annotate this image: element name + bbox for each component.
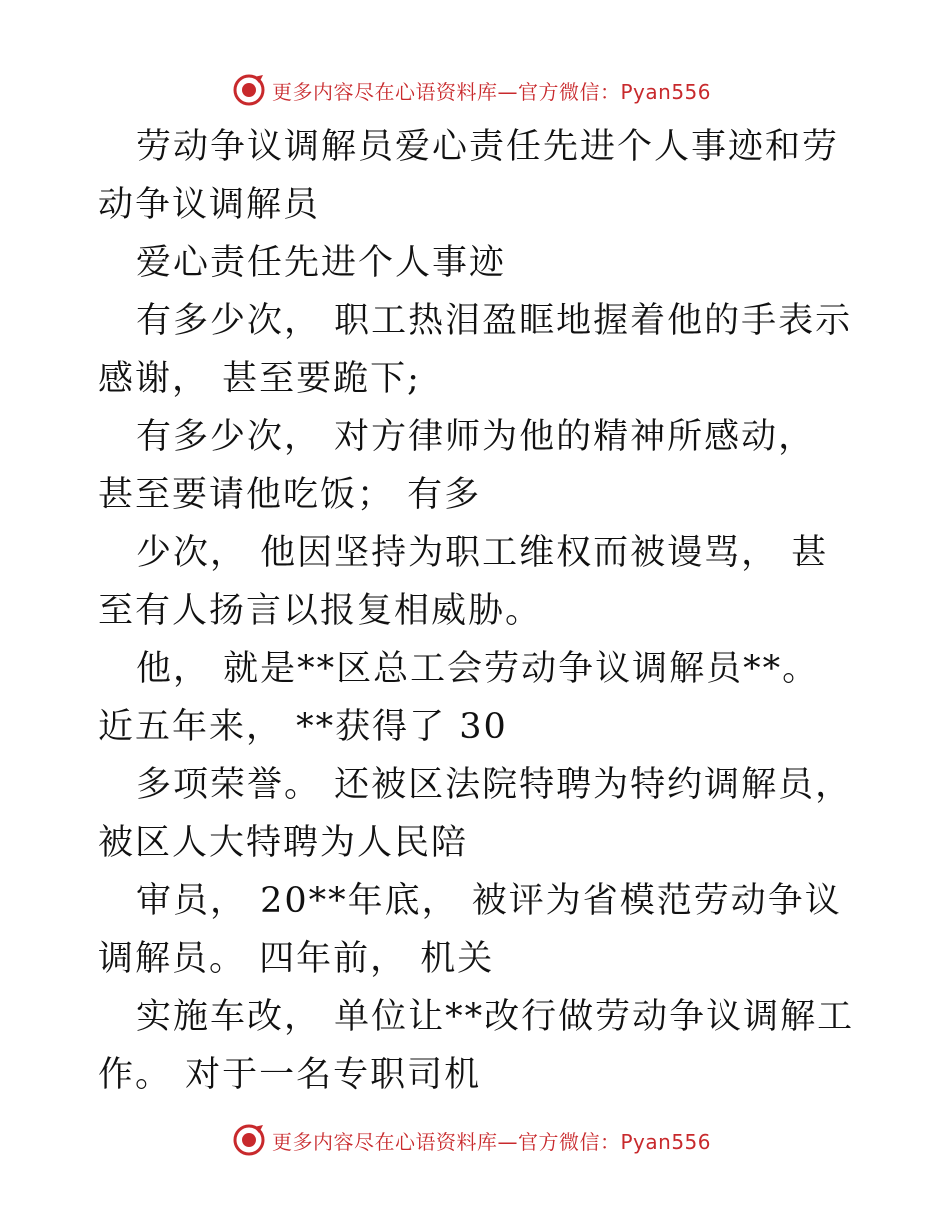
logo-icon <box>232 1123 266 1157</box>
watermark-header <box>232 72 711 108</box>
paragraph-2: 爱心责任先进个人事迹 <box>136 243 507 283</box>
paragraph-4: 有多少次， 对方律师为他的精神所感动， 甚至要请他吃饭； 有多 <box>98 417 816 515</box>
paragraph-7: 多项荣誉。 还被区法院特聘为特约调解员，被区人大特聘为人民陪 <box>98 765 853 863</box>
watermark-footer <box>232 1122 711 1158</box>
watermark-text: 更多内容尽在心语资料库—官方微信：Pyan556 <box>272 1129 712 1154</box>
paragraph-9: 实施车改， 单位让**改行做劳动争议调解工作。 对于一名专职司机 <box>98 997 855 1095</box>
paragraph-5: 少次， 他因坚持为职工维权而被谩骂， 甚至有人扬言以报复相威胁。 <box>98 533 829 631</box>
logo-icon <box>232 73 266 107</box>
watermark-text: 更多内容尽在心语资料库—官方微信：Pyan556 <box>272 79 712 104</box>
paragraph-8: 审员， 20**年底， 被评为省模范劳动争议调解员。 四年前， 机关 <box>98 881 842 979</box>
paragraph-6: 他， 就是**区总工会劳动争议调解员**。 近五年来， **获得了 30 <box>98 649 820 747</box>
paragraph-3: 有多少次， 职工热泪盈眶地握着他的手表示感谢， 甚至要跪下; <box>98 301 853 399</box>
paragraph-1: 劳动争议调解员爱心责任先进个人事迹和劳动争议调解员 <box>98 127 840 225</box>
document-body <box>98 118 858 1104</box>
